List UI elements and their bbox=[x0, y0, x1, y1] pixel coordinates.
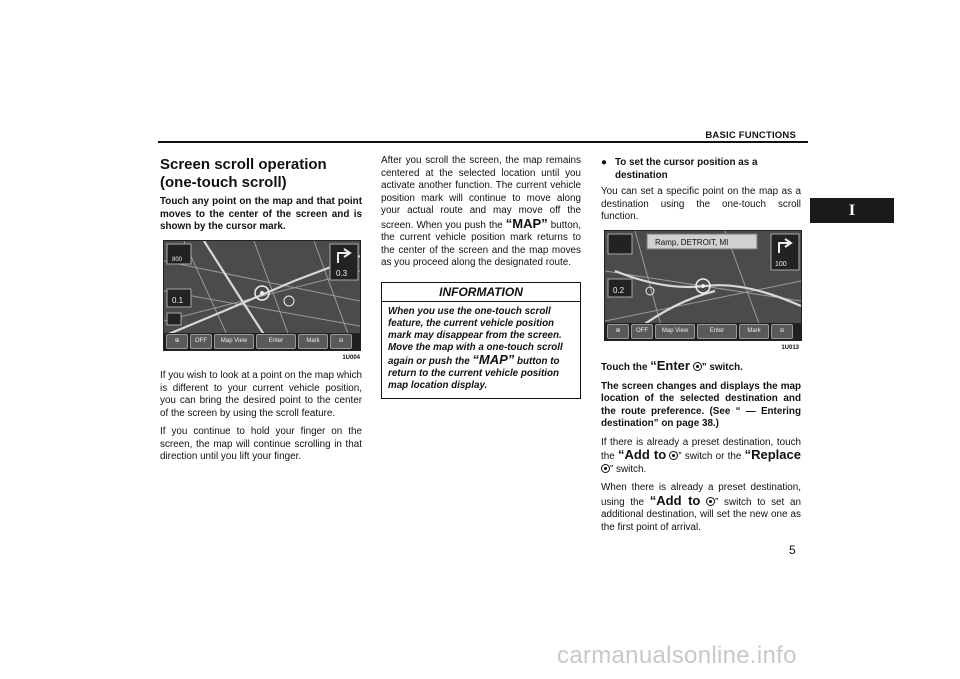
information-title: INFORMATION bbox=[382, 286, 580, 303]
scale-top-readout: 100 bbox=[775, 260, 787, 268]
map-view-button[interactable]: Map View bbox=[214, 334, 254, 349]
scale-top-readout: 0.3 bbox=[336, 268, 348, 278]
mark-button[interactable]: Mark bbox=[739, 324, 769, 339]
paragraph: If there is already a preset destination, touch the “Add to ” switch or the “Replace ” switch. bbox=[601, 436, 801, 475]
map-button-reference: “MAP” bbox=[505, 215, 548, 231]
information-body: When you use the one-touch scroll feature, the current vehicle position mark may disappear from the screen. Move the map with a one-touch scroll again or push the “MAP” button to return to the current vehicle position map location display. bbox=[388, 306, 563, 391]
zoom-in-icon[interactable]: ⊕ bbox=[166, 334, 188, 349]
map-button-bar bbox=[605, 323, 801, 340]
paragraph: The screen changes and displays the map location of the selected destination and the route preference. (See “ — Entering destination” on page 38.) bbox=[601, 380, 801, 429]
intro-text: Touch any point on the map and that point moves to the center of the screen and is shown by the cursor mark. bbox=[160, 196, 362, 232]
paragraph: You can set a specific point on the map as a destination using the one-touch scroll function. bbox=[601, 186, 801, 222]
page-number: 5 bbox=[789, 543, 796, 557]
touch-enter-instruction: Touch the “Enter ” switch. bbox=[601, 358, 743, 373]
zoom-in-icon[interactable]: ⊕ bbox=[607, 324, 629, 339]
column-left bbox=[160, 156, 362, 470]
bullet-icon: ● bbox=[601, 157, 607, 168]
zoom-out-icon[interactable]: ⊖ bbox=[771, 324, 793, 339]
map-view-button[interactable]: Map View bbox=[655, 324, 695, 339]
column-middle bbox=[381, 155, 581, 399]
map-screenshot-destination bbox=[604, 230, 802, 341]
figure-label: 1U004 bbox=[342, 354, 360, 361]
scale-left-readout: 0.1 bbox=[172, 295, 184, 305]
svg-text:800: 800 bbox=[172, 256, 183, 263]
zoom-out-icon[interactable]: ⊖ bbox=[330, 334, 352, 349]
target-icon bbox=[601, 464, 610, 473]
paragraph: When there is already a preset destination, using the “Add to ” switch to set an additional destination, will set the new one as the first point of arrival. bbox=[601, 482, 801, 533]
enter-button[interactable]: Enter bbox=[697, 324, 737, 339]
watermark: carmanualsonline.info bbox=[557, 642, 797, 669]
figure-label: 1U013 bbox=[781, 344, 799, 351]
section-heading: Screen scroll operation (one-touch scroll) bbox=[160, 156, 327, 191]
scale-left-readout: 0.2 bbox=[613, 285, 625, 295]
target-icon bbox=[706, 497, 715, 506]
enter-button[interactable]: Enter bbox=[256, 334, 296, 349]
section-header: BASIC FUNCTIONS bbox=[705, 130, 796, 141]
target-icon bbox=[693, 362, 702, 371]
header-rule bbox=[158, 141, 808, 143]
bullet-heading: ● To set the cursor position as a destination bbox=[601, 157, 758, 181]
information-box bbox=[381, 282, 581, 400]
paragraph: If you wish to look at a point on the map which is different to your current vehicle position, you can bring the desired point to the center of the screen by using the scroll feature. bbox=[160, 370, 363, 419]
map-button-bar bbox=[164, 333, 360, 350]
off-button[interactable]: OFF bbox=[631, 324, 653, 339]
paragraph: If you continue to hold your finger on the screen, the map will continue scrolling in that direction until you lift your finger. bbox=[160, 426, 362, 462]
map-screenshot-scroll bbox=[163, 240, 361, 351]
column-right bbox=[601, 157, 801, 540]
mark-button[interactable]: Mark bbox=[298, 334, 328, 349]
chapter-tab: I bbox=[810, 198, 894, 223]
off-button[interactable]: OFF bbox=[190, 334, 212, 349]
paragraph: After you scroll the screen, the map remains centered at the selected location until you activate another function. The current vehicle position mark will continue to move along your actual route and may move off the screen. When you push the “MAP” button, the current vehicle position mark returns to the center of the screen and the map moves as you proceed along the designated route. bbox=[381, 155, 581, 268]
destination-banner: Ramp, DETROIT, MI bbox=[655, 237, 729, 247]
